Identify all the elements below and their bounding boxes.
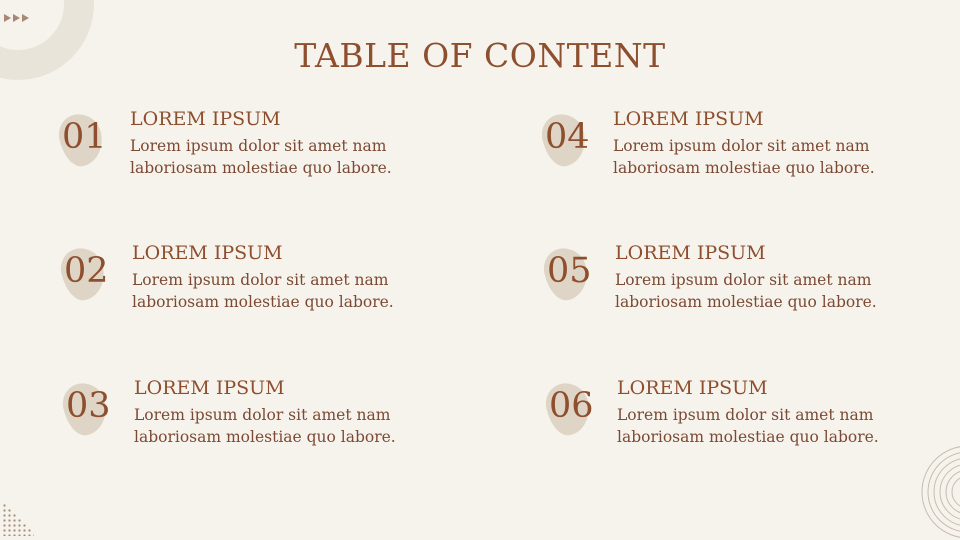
toc-item-number: 01 [62,117,107,157]
toc-item-number: 03 [66,386,111,426]
toc-item-number: 06 [549,386,594,426]
dot-grid-decoration [2,498,34,536]
toc-item-number: 04 [545,117,590,157]
arrows-decoration [4,14,29,22]
toc-item-description: Lorem ipsum dolor sit amet nam laboriosam molestiae quo labore. [613,137,875,177]
toc-item-heading: LOREM IPSUM [130,108,281,130]
toc-item-04 [543,108,903,184]
toc-item-05 [545,242,905,318]
toc-item-description: Lorem ipsum dolor sit amet nam laboriosam molestiae quo labore. [134,406,396,446]
toc-item-01 [60,108,420,184]
toc-item-heading: LOREM IPSUM [613,108,764,130]
toc-item-03 [64,377,424,453]
toc-item-number: 02 [64,251,109,291]
toc-item-heading: LOREM IPSUM [132,242,283,264]
concentric-rings-decoration [920,444,960,540]
toc-item-heading: LOREM IPSUM [617,377,768,399]
toc-item-number: 05 [547,251,592,291]
toc-item-06 [547,377,907,453]
slide-title: TABLE OF CONTENT [294,36,666,76]
toc-item-heading: LOREM IPSUM [134,377,285,399]
toc-item-description: Lorem ipsum dolor sit amet nam laboriosam molestiae quo labore. [615,271,877,311]
toc-item-02 [62,242,422,318]
toc-item-description: Lorem ipsum dolor sit amet nam laboriosam molestiae quo labore. [617,406,879,446]
toc-item-description: Lorem ipsum dolor sit amet nam laboriosam molestiae quo labore. [132,271,394,311]
toc-item-description: Lorem ipsum dolor sit amet nam laboriosam molestiae quo labore. [130,137,392,177]
toc-item-heading: LOREM IPSUM [615,242,766,264]
